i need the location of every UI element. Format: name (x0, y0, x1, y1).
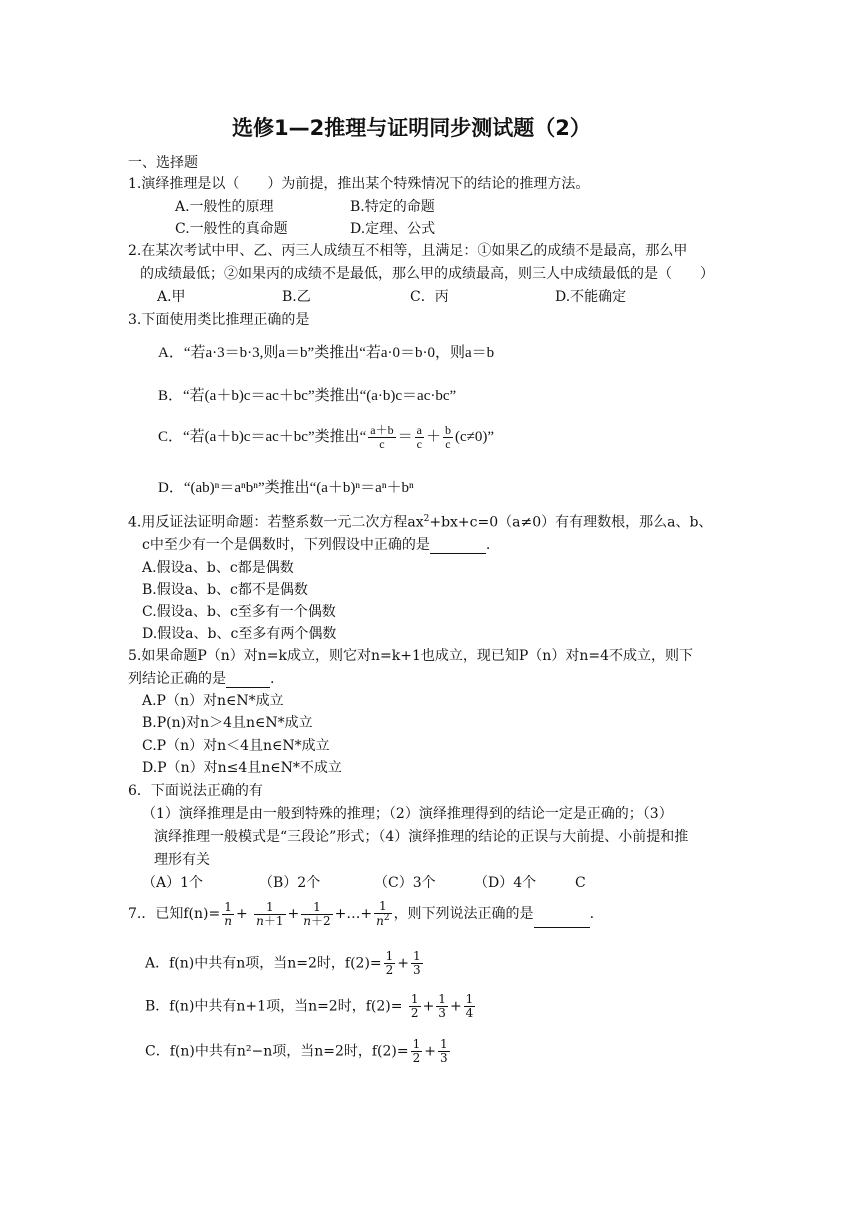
q1-stem: 1.演绎推理是以（ ）为前提，推出某个特殊情况下的结论的推理方法。 (128, 176, 590, 192)
q5-answer-blank[interactable] (226, 673, 270, 688)
q7-frac-1-n-squared: $\frac{1}{n^2}$ (376, 899, 390, 929)
q6-body-line2: 演绎推理一般模式是“三段论”形式；（4）演绎推理的结论的正误与大前提、小前提和推 (154, 829, 689, 845)
q4-stem-line2: c中至少有一个是偶数时，下列假设中正确的是 . (142, 537, 491, 553)
q4-option-c: C.假设a、b、c至多有一个偶数 (142, 604, 336, 620)
q6-option-c: （C）3个 (374, 875, 436, 891)
page-title: 选修1—2推理与证明同步测试题（2） (232, 116, 591, 140)
q5-option-a: A.P（n）对n∈N*成立 (142, 693, 284, 709)
q7-option-a: A．f(n)中共有n项，当n=2时，f(2)= $\frac{1}{2}$ + $\frac{1}{3}$ (145, 949, 421, 978)
q7-frac-1-n-plus-2: $\frac{1}{n+2}$ (303, 899, 331, 928)
q7-frac-1-n: $\frac{1}{n}$ (224, 899, 232, 928)
q7-b-frac-half: $\frac{1}{2}$ (410, 992, 419, 1021)
q6-body-line3: 理形有关 (154, 852, 210, 868)
q1-option-c: C.一般性的真命题 (175, 221, 288, 237)
q7-c-frac-half: $\frac{1}{2}$ (412, 1037, 421, 1066)
q7-answer-blank[interactable] (534, 913, 590, 928)
q2-option-d: D.不能确定 (555, 289, 627, 305)
q2-stem-line1: 2.在某次考试中甲、乙、丙三人成绩互不相等，且满足：①如果乙的成绩不是最高，那么甲 (128, 243, 688, 259)
q3-option-a: A．“若a·3＝b·3,则a＝b”类推出“若a·0＝b·0，则a＝b (158, 345, 495, 361)
q7-frac-1-n-plus-1: $\frac{1}{n+1}$ (256, 899, 284, 928)
q1-option-a: A.一般性的原理 (175, 199, 274, 215)
q6-stem: 6．下面说法正确的有 (128, 783, 263, 799)
q4-answer-blank[interactable] (430, 539, 486, 554)
q7-a-frac-third: $\frac{1}{3}$ (413, 949, 421, 978)
q6-answer: C (575, 875, 586, 891)
q4-option-a: A.假设a、b、c都是偶数 (142, 560, 294, 576)
q1-option-d: D.定理、公式 (350, 221, 436, 237)
q3-option-d: D．“(ab)ⁿ＝aⁿbⁿ”类推出“(a＋b)ⁿ＝aⁿ＋bⁿ (158, 480, 414, 496)
q2-option-a: A.甲 (157, 289, 186, 305)
q3-c-fraction-1: $\frac{a+b}{c}$ (370, 423, 394, 452)
q7-stem: 7.．已知f(n)= $\frac{1}{n}$ + $\frac{1}{n+1}$ + $\frac{1}{n+2}$ +…+ $\frac{1}{n^2}$ ，则下列说法正确的是 . (128, 899, 595, 929)
q3-option-b: B．“若(a＋b)c＝ac＋bc”类推出“(a·b)c＝ac·bc” (158, 388, 457, 404)
q2-option-b: B.乙 (282, 289, 311, 305)
q6-body-line1: （1）演绎推理是由一般到特殊的推理；（2）演绎推理得到的结论一定是正确的；（3） (142, 806, 673, 822)
q3-option-c-suffix: (c≠0)” (454, 429, 494, 446)
q5-stem-line1: 5.如果命题P（n）对n=k成立，则它对n=k+1也成立，现已知P（n）对n=4不成立，则下 (128, 648, 693, 664)
q3-c-fraction-3: $\frac{b}{c}$ (444, 423, 451, 452)
q7-c-frac-third: $\frac{1}{3}$ (439, 1037, 448, 1066)
q4-option-b: B.假设a、b、c都不是偶数 (142, 582, 308, 598)
q3-option-c: C．“若(a＋b)c＝ac＋bc”类推出“ $\frac{a+b}{c}$ ＝ $\frac{a}{c}$ ＋ $\frac{b}{c}$ (c≠0)” (158, 423, 494, 452)
q3-stem: 3.下面使用类比推理正确的是 (128, 312, 310, 328)
q7-a-frac-half: $\frac{1}{2}$ (385, 949, 394, 978)
q4-stem-line1: 4.用反证法证明命题：若整系数一元二次方程$ax^2+bx+c=0(a\ne 0)$有有理数根，那么a、b、 (128, 514, 713, 531)
q7-b-frac-quarter: $\frac{1}{4}$ (465, 992, 474, 1021)
q5-option-c: C.P（n）对n＜4且n∈N*成立 (142, 738, 330, 754)
q6-option-d: （D）4个 (474, 875, 537, 891)
q4-option-d: D.假设a、b、c至多有两个偶数 (142, 626, 337, 642)
q5-stem-line2: 列结论正确的是 . (128, 671, 275, 687)
q3-c-fraction-2: $\frac{a}{c}$ (416, 423, 422, 452)
q7-option-b: B．f(n)中共有n+1项，当n=2时，f(2)= $\frac{1}{2}$ + $\frac{1}{3}$ + $\frac{1}{4}$ (145, 992, 474, 1021)
q7-b-frac-third: $\frac{1}{3}$ (438, 992, 446, 1021)
q3-option-c-prefix: C．“若(a＋b)c＝ac＋bc”类推出“ (158, 429, 367, 446)
q7-option-c: C．f(n)中共有n²−n项，当n=2时，f(2)= $\frac{1}{2}$ + $\frac{1}{3}$ (145, 1037, 448, 1066)
q6-option-a: （A）1个 (142, 875, 204, 891)
q1-option-b: B.特定的命题 (350, 199, 435, 215)
q2-stem-line2: 的成绩最低；②如果丙的成绩不是最低，那么甲的成绩最高，则三人中成绩最低的是（ ） (140, 266, 714, 282)
section-heading: 一、选择题 (128, 155, 198, 171)
q5-option-d: D.P（n）对n≤4且n∈N*不成立 (142, 760, 342, 776)
q2-option-c: C．丙 (410, 289, 449, 305)
q5-option-b: B.P(n)对n＞4且n∈N*成立 (142, 715, 313, 731)
q6-option-b: （B）2个 (259, 875, 321, 891)
